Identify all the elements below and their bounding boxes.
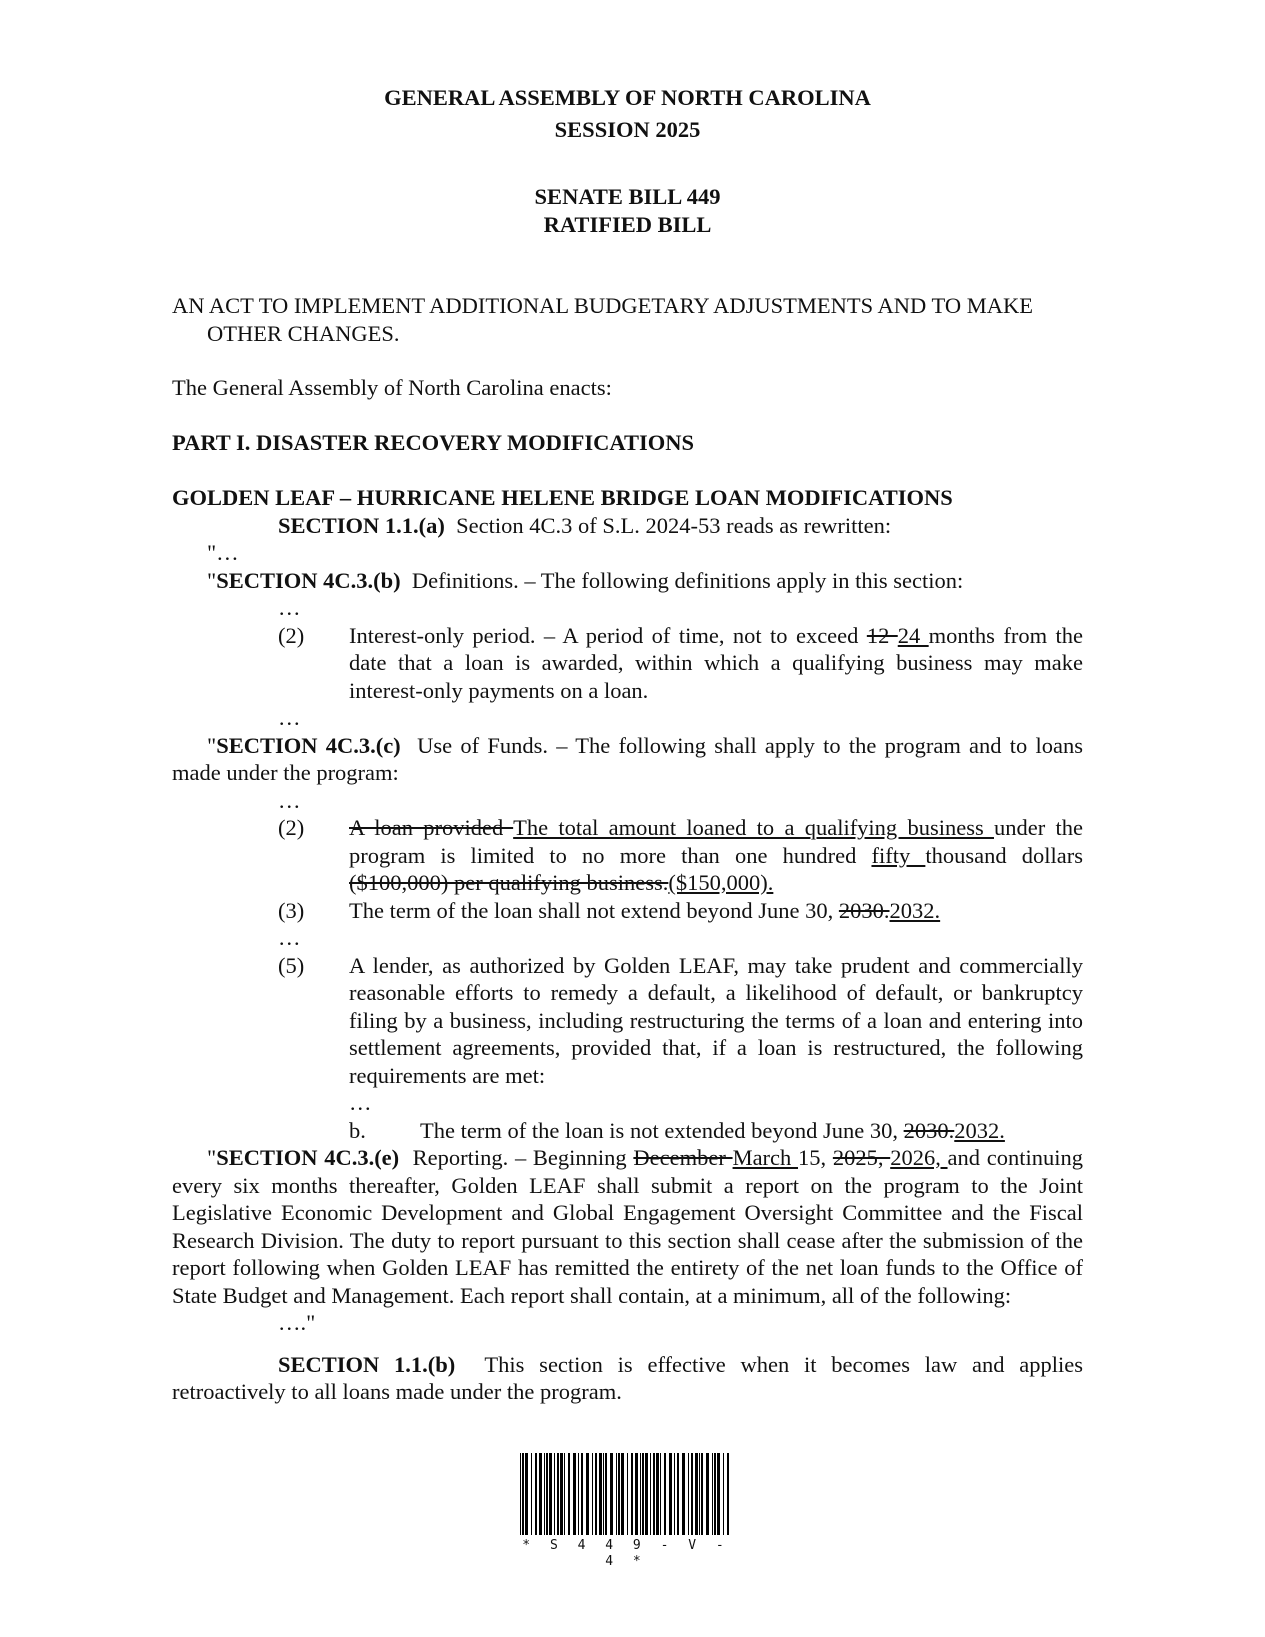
ellipsis: … [349,1090,372,1115]
barcode-bar [688,1453,689,1535]
deleted-text: December [633,1145,733,1170]
barcode-bar [618,1453,620,1535]
part-heading: PART I. DISASTER RECOVERY MODIFICATIONS [172,429,695,455]
barcode-bar [640,1453,641,1535]
barcode-bar [578,1453,579,1535]
barcode-bar [544,1453,545,1535]
enacting-clause: The General Assembly of North Carolina enacts: [172,375,612,400]
ellipsis: … [278,595,301,620]
subdivision-c3 [172,897,1083,925]
barcode-bar [568,1453,570,1535]
text: thousand dollars [925,842,1083,868]
barcode-bar [605,1453,607,1535]
deleted-text: 12 [866,622,898,648]
barcode-bar [631,1453,633,1535]
barcode-bar [714,1453,716,1535]
header-line1: GENERAL ASSEMBLY OF NORTH CAROLINA [384,85,871,110]
barcode-bar [701,1453,703,1535]
ellipsis: … [278,705,301,730]
deleted-text: ($100,000) per qualifying business. [349,870,669,895]
barcode-bar [535,1453,537,1535]
barcode-bar [727,1453,729,1535]
section-text: Use of Funds. – The following shall apply to the program and to loans made under the program: [172,732,1089,785]
barcode-bar [539,1453,542,1535]
section-1-1a [172,512,1083,540]
act-title: AN ACT TO IMPLEMENT ADDITIONAL BUDGETARY ADJUSTMENTS AND TO MAKE OTHER CHANGES. [172,293,1033,346]
text: The term of the loan is not extended beyond June 30, [420,1117,904,1143]
barcode-bar [660,1453,661,1535]
deleted-text: 2025, [832,1145,891,1170]
barcode-bar [546,1453,548,1535]
inserted-text: 2026, [890,1145,948,1170]
barcode-bar [645,1453,648,1535]
item-number: (3) [278,897,305,923]
text: Interest-only period. – A period of time, not to exceed [349,622,867,648]
barcode-bar [691,1453,693,1535]
inserted-text: March [732,1145,799,1170]
text: 15, [798,1145,833,1170]
barcode-bar [557,1453,559,1535]
barcode-bar [603,1453,604,1535]
section-label: SECTION 4C.3.(e) [216,1145,400,1170]
ellipsis: … [278,925,301,950]
deleted-text: A loan provided [349,815,514,840]
subdivision-b2 [172,622,1083,705]
barcode-text: * S 4 4 9 - V - 4 * [522,1538,730,1569]
barcode-bar [664,1453,666,1535]
section-label: SECTION 1.1.(a) [278,512,445,538]
section-text: This section is effective when it becomes law and applies retroactively to all loans made under the program. [172,1351,1089,1404]
ellipsis: … [278,787,301,813]
barcode-bar [653,1453,655,1535]
deleted-text: 2030. [838,897,890,923]
barcode-bar [560,1453,563,1535]
barcode-bar [599,1453,602,1535]
barcode-bar [586,1453,589,1535]
section-heading: GOLDEN LEAF – HURRICANE HELENE BRIDGE LOAN MODIFICATIONS [172,485,953,510]
barcode-bar [592,1453,593,1535]
text: and continuing every six months thereafter, Golden LEAF shall submit a report on the program to the Joint Legislative Economic Development and Global Engagement Oversight Committee and the Fiscal Research Division. The duty to report pursuant to this section shall cease after the submission of the report following when Golden LEAF has remitted the entirety of the net loan funds to the Office of State Budget and Management. Each report shall contain, at a minimum, all of the following: [172,1145,1089,1308]
subdivision-c5 [172,952,1083,1090]
text: A lender, as authorized by Golden LEAF, may take prudent and commercially reasonable efforts to remedy a default, a likelihood of default, or bankruptcy filing by a business, including restructuring the terms of a loan and entering into settlement agreements, provided that, if a loan is restructured, the following requirements are met: [349,952,1083,1088]
quote: " [207,732,217,758]
section-4c3b [172,567,1083,595]
section-text: Section 4C.3 of S.L. 2024-53 reads as rewritten: [444,512,892,538]
barcode-bar [682,1453,685,1535]
item-number: b. [349,1117,366,1143]
barcode-bar [564,1453,565,1535]
barcode-bar [677,1453,679,1535]
document-page [172,0,1089,1406]
section-4c3c [172,732,1089,787]
barcode-bar [554,1453,555,1535]
barcode-bar [712,1453,713,1535]
barcode-bar [650,1453,651,1535]
section-label: SECTION 4C.3.(c) [216,732,401,758]
barcode-bar [522,1453,524,1535]
section-label: SECTION 4C.3.(b) [216,567,401,593]
barcode-bar [699,1453,700,1535]
barcode-bar [531,1453,532,1535]
barcode [520,1453,732,1535]
inserted-text: 2032. [954,1117,1005,1143]
barcode-bar [717,1453,720,1535]
barcode-bar [621,1453,624,1535]
section-4c3e [172,1144,1089,1309]
section-text: Definitions. – The following definitions apply in this section: [400,567,964,593]
barcode-bar [656,1453,659,1535]
barcode-bar [695,1453,698,1535]
barcode-bar [549,1453,552,1535]
quote: " [207,1145,217,1170]
barcode-bar [610,1453,613,1535]
header-session: SESSION 2025 [554,116,701,142]
text: Reporting. – Beginning [399,1145,634,1170]
item-number: (2) [278,622,305,648]
barcode-bar [581,1453,583,1535]
barcode-bar [520,1453,521,1535]
barcode-bar [616,1453,617,1535]
text: The term of the loan shall not extend beyond June 30, [349,897,839,923]
barcode-bar [525,1453,528,1535]
inserted-text: ($150,000). [668,870,774,895]
bill-status: RATIFIED BILL [543,211,712,237]
section-label: SECTION 1.1.(b) [278,1351,456,1377]
quote-ellipsis: "… [207,540,239,565]
barcode-bar [595,1453,597,1535]
barcode-bar [635,1453,638,1535]
inserted-text: The total amount loaned to a qualifying business [513,815,994,840]
text: months from the date that a loan is awarded, within which a qualifying business may make interest-only payments on a loan. [349,622,1083,703]
section-1-1b [172,1351,1089,1406]
barcode-bar [642,1453,644,1535]
barcode-bar [674,1453,675,1535]
sub-subdivision-b [172,1117,1083,1145]
barcode-bar [627,1453,628,1535]
text: under the program is limited to no more than one hundred [349,815,1083,868]
inserted-text: fifty [871,842,926,868]
barcode-bar [573,1453,576,1535]
closing-ellipsis: …." [278,1310,316,1335]
inserted-text: 24 [897,622,929,648]
inserted-text: 2032. [889,897,941,923]
subdivision-c2 [172,814,1083,897]
item-number: (5) [278,952,305,978]
quote: " [207,567,217,593]
bill-number: SENATE BILL 449 [534,184,721,209]
item-number: (2) [278,815,305,840]
deleted-text: 2030. [903,1117,955,1143]
barcode-bar [669,1453,672,1535]
barcode-bar [706,1453,709,1535]
barcode-bar [723,1453,724,1535]
